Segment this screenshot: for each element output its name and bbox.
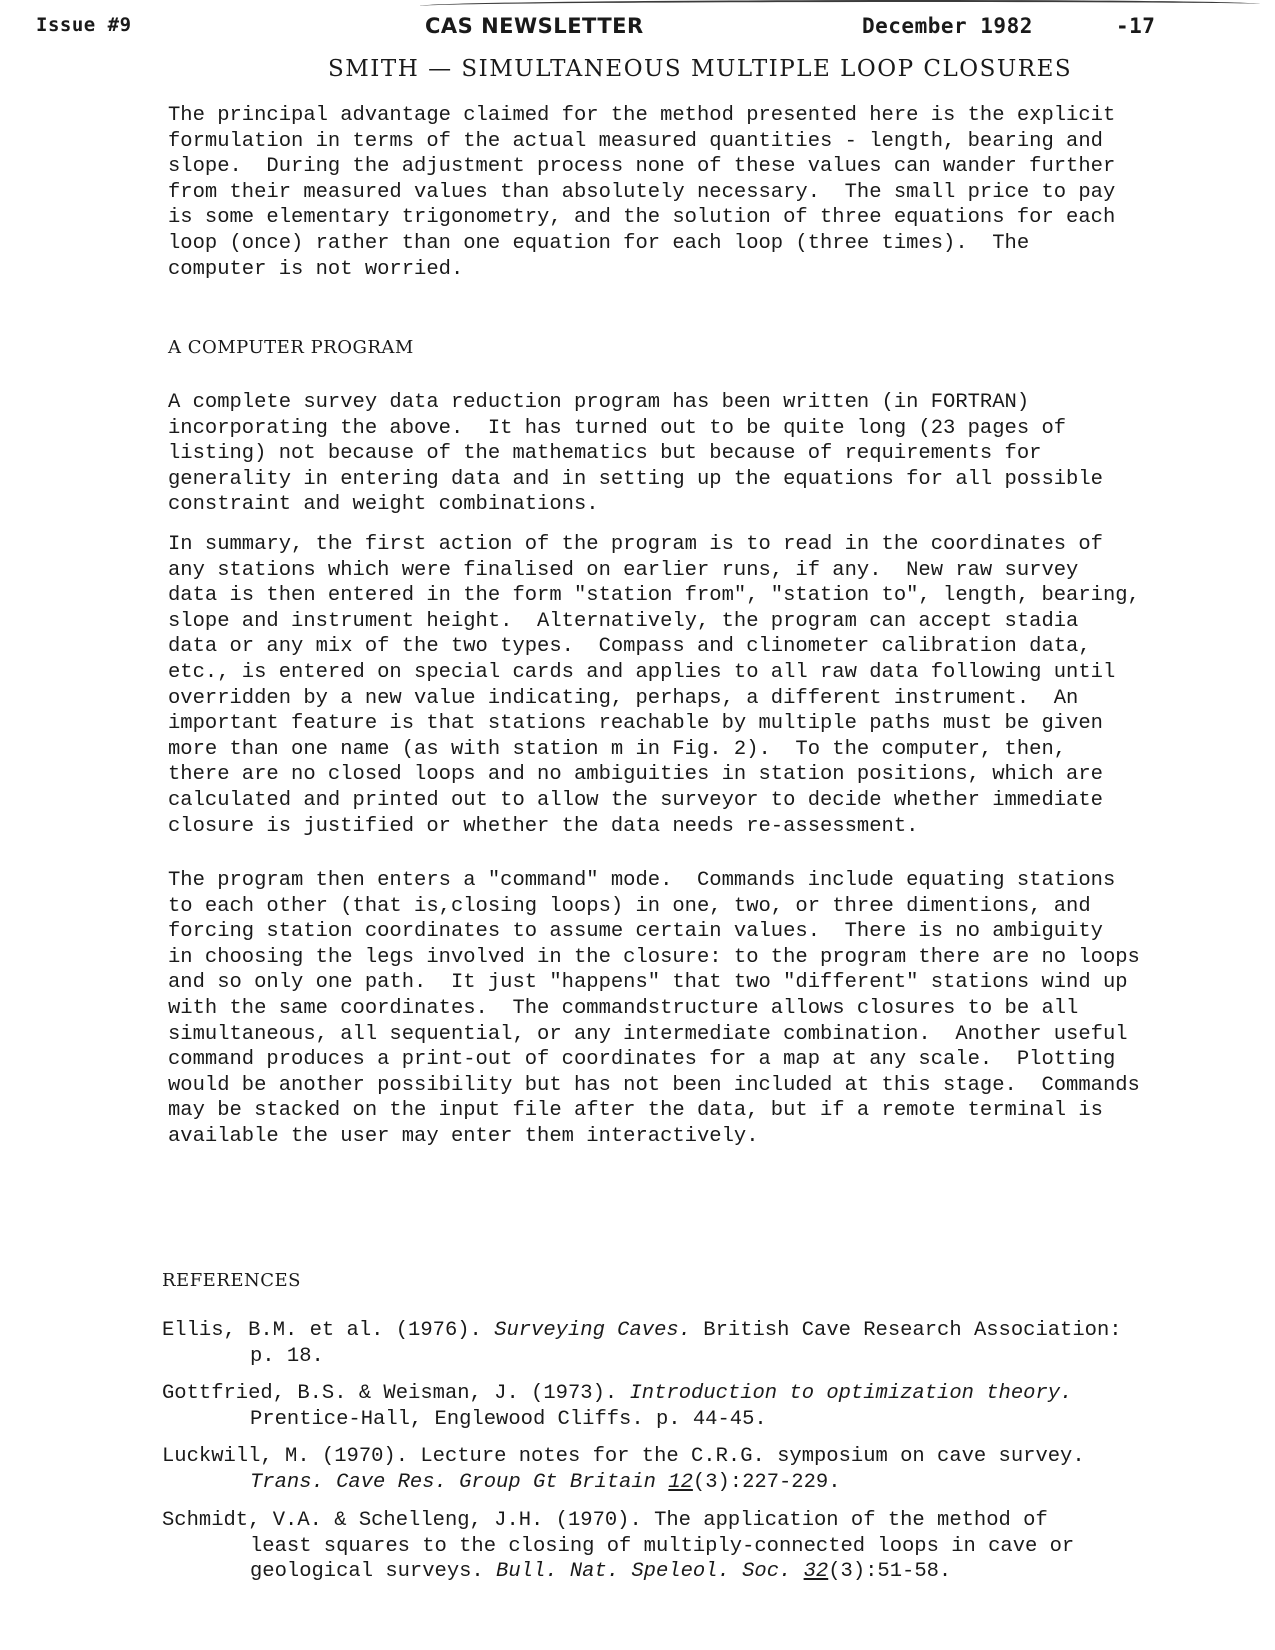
reference-pages: (3):51-58. [828,1560,952,1584]
reference-title-end: geological surveys. [250,1560,497,1584]
reference-publisher: British Cave Research Association: [691,1319,1122,1342]
references-heading: REFERENCES [162,1270,302,1291]
reference-source [162,1559,1074,1585]
page-number: -17 [1116,14,1156,38]
scan-artifact-line [420,0,1260,10]
paragraph-command-mode: The program then enters a "command" mode. Commands include equating stations to each other (that is,closing loops) in one, two, or three dimentions, and forcing station coordinates to assume certain values. There is no ambiguity in choosing the legs involved in the closure: to the program there are no loops and so only one path. It just "happens" that two "different" stations wind up with the same coordinates. The commandstructure allows closures to be all simultaneous, all sequential, or any intermediate combination. Another useful command produces a print-out of coordinates for a map at any scale. Plotting would be another possibility but has not been included at this stage. Commands may be stacked on the input file after the data, but if a remote terminal is available the user may enter them interactively. [168,869,1140,1148]
newsletter-title: CAS NEWSLETTER [425,14,644,38]
reference-pages: (3):227-229. [692,1470,841,1494]
reference-title-cont: least squares to the closing of multiply-connected loops in cave or [250,1534,1075,1558]
reference-item [162,1444,1085,1495]
article-title: SMITH — SIMULTANEOUS MULTIPLE LOOP CLOSURES [328,56,1073,82]
reference-authors: Schmidt, V.A. & Schelleng, J.H. (1970). The application of the method of [162,1509,1048,1532]
reference-item [162,1381,1072,1432]
reference-authors: Luckwill, M. (1970). Lecture notes for the C.R.G. symposium on cave survey. [162,1445,1085,1468]
issue-number: Issue #9 [36,14,132,36]
reference-item [162,1318,1122,1369]
issue-date: December 1982 [862,14,1033,38]
reference-title: Surveying Caves. [494,1319,691,1342]
reference-journal: Trans. Cave Res. Group Gt Britain [250,1470,669,1494]
reference-title: Introduction to optimization theory. [629,1382,1073,1405]
reference-authors: Ellis, B.M. et al. (1976). [162,1319,495,1342]
paragraph-advantage: The principal advantage claimed for the method presented here is the explicit formulation in terms of the actual measured quantities - length, bearing and slope. During the adjustment process none of these values can wander further from their measured values than absolutely necessary. The small price to pay is some elementary trigonometry, and the solution of three equations for each loop (once) rather than one equation for each loop (three times). The computer is not worried. [168,104,1116,281]
reference-volume: 32 [803,1560,829,1584]
reference-pages: p. 18. [250,1344,324,1368]
reference-volume: 12 [668,1470,693,1494]
section-heading: A COMPUTER PROGRAM [168,337,414,358]
reference-journal: Bull. Nat. Speleol. Soc. [496,1560,804,1584]
paragraph-summary: In summary, the first action of the program is to read in the coordinates of any stations which were finalised on earlier runs, if any. New raw survey data is then entered in the form "station from", "station to", length, bearing, slope and instrument height. Alternatively, the program can accept stadia data or any mix of the two types. Compass and clinometer calibration data, etc., is entered on special cards and applies to all raw data following until overridden by a new value indicating, perhaps, a different instrument. An important feature is that stations reachable by multiple paths must be given more than one name (as with station m in Fig. 2). To the computer, then, there are no closed loops and no ambiguities in station positions, which are calculated and printed out to allow the surveyor to decide whether immediate closure is justified or whether the data needs re-assessment. [168,533,1140,838]
reference-item [162,1508,1074,1585]
reference-source [162,1470,1085,1496]
reference-authors: Gottfried, B.S. & Weisman, J. (1973). [162,1382,630,1405]
reference-publisher: Prentice-Hall, Englewood Cliffs. p. 44-45. [250,1407,767,1431]
paragraph-program: A complete survey data reduction program has been written (in FORTRAN) incorporating the above. It has turned out to be quite long (23 pages of listing) not because of the mathematics but because of requirements for generality in entering data and in setting up the equations for all possible constraint and weight combinations. [168,391,1103,517]
